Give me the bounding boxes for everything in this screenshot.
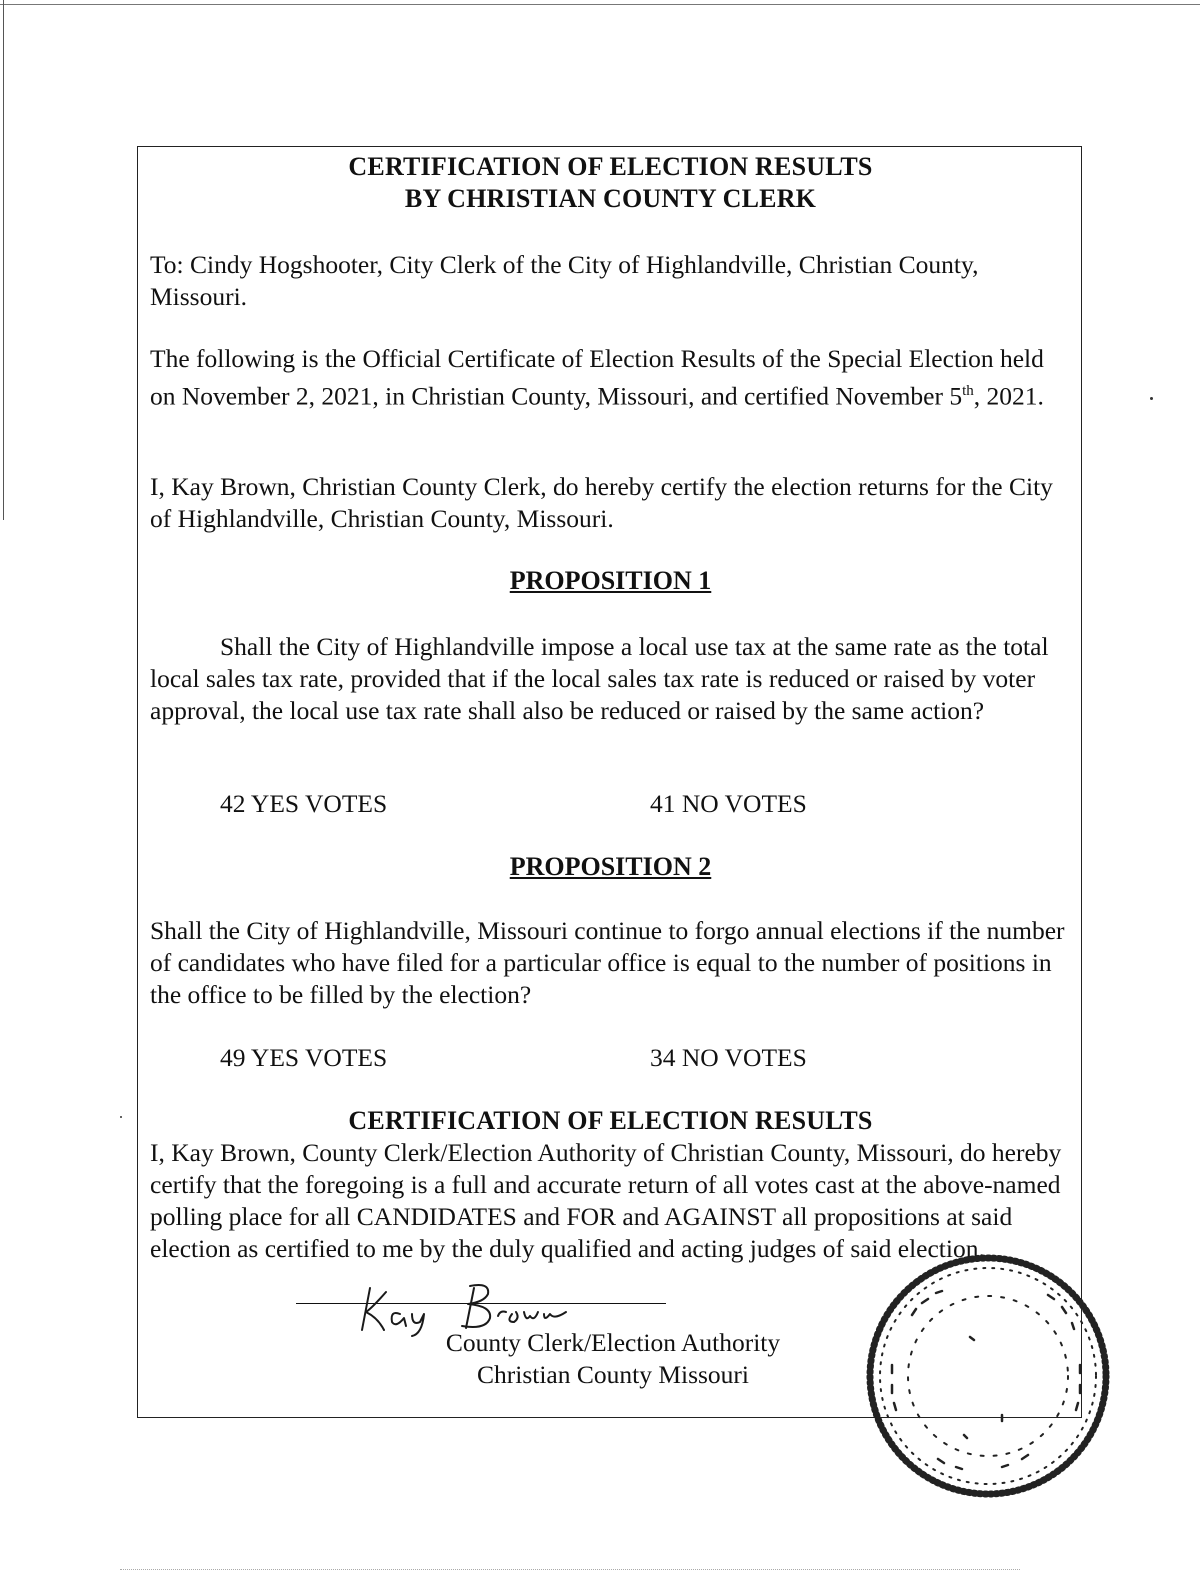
intro-year: , 2021. <box>973 381 1044 411</box>
scan-speck <box>1150 397 1153 400</box>
scan-speck <box>120 1116 122 1118</box>
scan-left-edge <box>3 0 4 520</box>
final-certification-heading: CERTIFICATION OF ELECTION RESULTS <box>348 1106 873 1135</box>
signature-title-line2: Christian County Missouri <box>476 1360 750 1389</box>
proposition-2-yes-votes: 49 YES VOTES <box>220 1043 388 1072</box>
scan-top-edge <box>0 0 1200 6</box>
to-line: To: Cindy Hogshooter, City Clerk of the City of Highlandville, Christian County, Missouri. <box>150 250 979 311</box>
certify-statement: I, Kay Brown, Christian County Clerk, do hereby certify the election returns for the City of Highlandville, Christian County, Missouri. <box>150 472 1053 533</box>
document-subtitle: BY CHRISTIAN COUNTY CLERK <box>404 184 817 213</box>
signature-title-line1: County Clerk/Election Authority <box>445 1328 781 1357</box>
handwritten-signature <box>350 1278 580 1338</box>
county-clerk-seal <box>852 1245 1124 1507</box>
proposition-2-no-votes: 34 NO VOTES <box>650 1043 807 1072</box>
document-title: CERTIFICATION OF ELECTION RESULTS <box>348 152 873 181</box>
intro-superscript: th <box>962 383 974 399</box>
intro-text: The following is the Official Certificate of Election Results of the Special Election held on November 2, 2021, in Christian County, Missouri, and certified November 5 <box>150 344 1044 411</box>
proposition-1-no-votes: 41 NO VOTES <box>650 789 807 818</box>
proposition-1-heading: PROPOSITION 1 <box>509 566 712 595</box>
final-certification-text: I, Kay Brown, County Clerk/Election Authority of Christian County, Missouri, do hereby certify that the foregoing is a full and accurate return of all votes cast at the above-named polling place for all CANDIDATES and FOR and AGAINST all propositions at said election as certified to me by the duly qualified and acting judges of said election. <box>150 1138 1062 1263</box>
proposition-2-heading: PROPOSITION 2 <box>509 852 712 881</box>
scan-bottom-edge <box>120 1569 1020 1570</box>
proposition-2-text: Shall the City of Highlandville, Missouri continue to forgo annual elections if the number of candidates who have filed for a particular office is equal to the number of positions in the office to be filled by the election? <box>150 916 1065 1009</box>
intro-paragraph <box>150 343 1075 413</box>
proposition-1-text: Shall the City of Highlandville impose a local use tax at the same rate as the total local sales tax rate, provided that if the local sales tax rate is reduced or raised by voter approval, the local use tax rate shall also be reduced or raised by the same action? <box>150 632 1049 725</box>
certificate-frame <box>137 146 1082 1418</box>
proposition-1-yes-votes: 42 YES VOTES <box>220 789 388 818</box>
